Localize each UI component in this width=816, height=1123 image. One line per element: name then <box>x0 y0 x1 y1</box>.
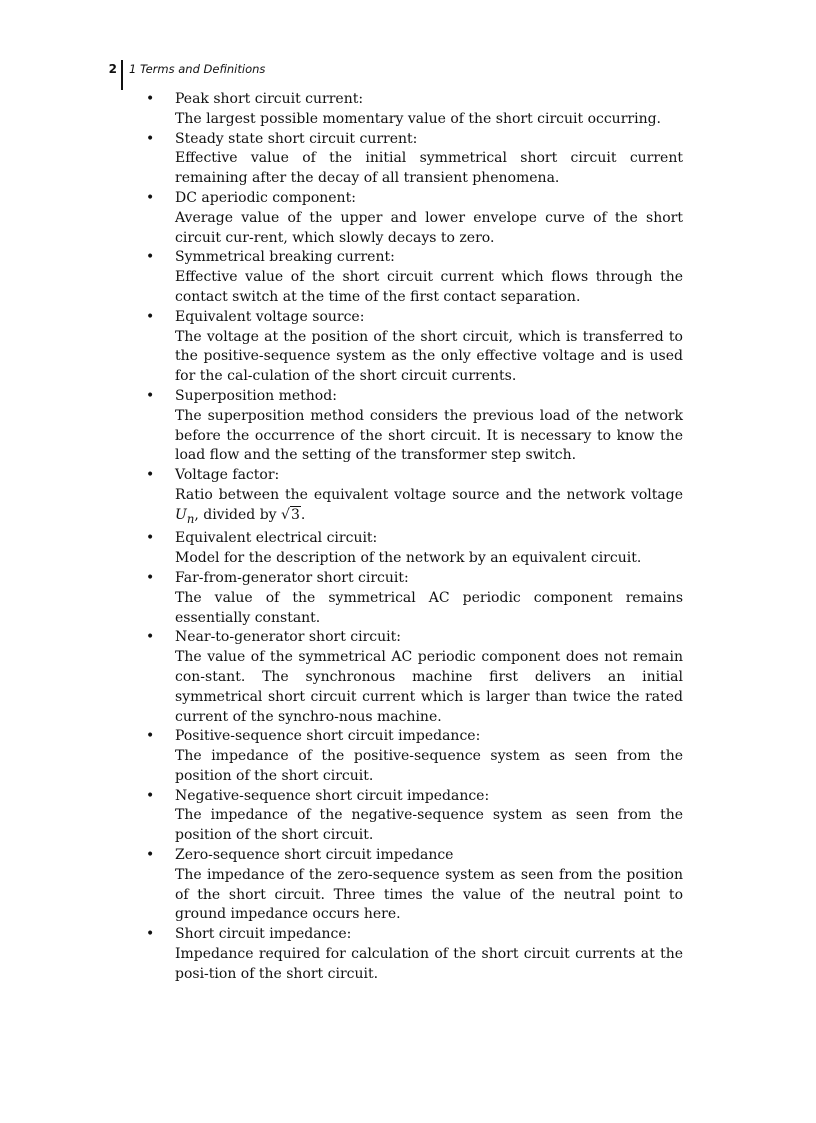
definition-term: Equivalent voltage source: <box>175 308 365 325</box>
square-root-icon: √ <box>281 506 290 523</box>
bullet-icon: • <box>146 847 155 864</box>
definition-text: The largest possible momentary value of the short circuit occurring. <box>175 110 661 127</box>
definition-term: Positive-sequence short circuit impedance: <box>175 728 481 745</box>
definition-item <box>0 628 683 727</box>
definition-term: Symmetrical breaking current: <box>175 249 395 266</box>
definition-item <box>0 846 683 925</box>
definition-text: The value of the symmetrical AC periodic component remains essentially constant. <box>175 589 683 626</box>
definition-term: Near-to-generator short circuit: <box>175 629 401 646</box>
bullet-icon: • <box>146 728 155 745</box>
page-number: 2 <box>108 62 117 76</box>
definition-text: Effective value of the short circuit current which flows through the contact switch at the time of the first contact separation. <box>175 269 683 305</box>
bullet-icon: • <box>146 91 155 107</box>
definition-text: The value of the symmetrical AC periodic component does not remain con-stant. The synchronous machine first delivers an initial symmetrical short circuit current which is larger than twice the rated current of the synchro-nous machine. <box>175 649 683 725</box>
definition-item <box>0 466 683 529</box>
bullet-icon: • <box>146 130 155 147</box>
definition-term: Negative-sequence short circuit impedance: <box>175 787 490 804</box>
definition-text: The impedance of the zero-sequence system as seen from the position of the short circuit. Three times the value of the neutral point to ground impedance occurs here. <box>175 866 683 923</box>
definition-item <box>0 308 683 387</box>
definition-term: DC aperiodic component: <box>175 189 356 206</box>
bullet-icon: • <box>146 308 155 325</box>
voltage-factor-text-end: . <box>300 506 306 523</box>
definition-item <box>0 529 683 569</box>
definition-term: Peak short circuit current: <box>175 91 364 107</box>
voltage-symbol-main: U <box>175 506 187 523</box>
definition-text: The voltage at the position of the short circuit, which is transferred to the positive-sequence system as the only effective voltage and is used for the cal-culation of the short circuit currents. <box>175 328 683 385</box>
bullet-icon: • <box>146 787 155 804</box>
definition-term: Equivalent electrical circuit: <box>175 530 378 547</box>
definition-item <box>0 130 683 189</box>
definition-term: Zero-sequence short circuit impedance <box>175 847 454 864</box>
definition-text: Impedance required for calculation of the short circuit currents at the posi-tion of the short circuit. <box>175 946 683 982</box>
voltage-symbol-subscript: n <box>186 511 195 526</box>
definition-term: Steady state short circuit current: <box>175 130 418 147</box>
definition-text: The impedance of the positive-sequence system as seen from the position of the short circuit. <box>175 748 683 784</box>
definition-item <box>0 925 683 984</box>
definition-text: Model for the description of the network by an equivalent circuit. <box>175 550 642 567</box>
running-head: 1 Terms and Definitions <box>129 62 266 76</box>
definition-text: Effective value of the initial symmetrical short circuit current remaining after the decay of all transient phenomena. <box>175 150 683 187</box>
definition-item <box>0 248 683 307</box>
definition-item <box>0 189 683 248</box>
definition-item <box>0 787 683 846</box>
bullet-icon: • <box>146 569 155 586</box>
bullet-icon: • <box>146 530 155 547</box>
page-header <box>101 60 265 90</box>
definition-item <box>0 727 683 786</box>
bullet-icon: • <box>146 467 155 484</box>
square-root-argument: 3 <box>290 506 300 523</box>
definition-item <box>0 387 683 466</box>
voltage-symbol <box>175 506 195 526</box>
definition-text: Average value of the upper and lower envelope curve of the short circuit cur-rent, which slowly decays to zero. <box>175 209 683 246</box>
definition-text <box>175 486 683 529</box>
voltage-factor-text-start: Ratio between the equivalent voltage source and the network voltage <box>175 486 683 503</box>
definition-text: The impedance of the negative-sequence system as seen from the position of the short circuit. <box>175 807 683 844</box>
bullet-icon: • <box>146 387 155 404</box>
bullet-icon: • <box>146 629 155 646</box>
definition-term: Short circuit impedance: <box>175 926 352 943</box>
square-root-expression <box>281 506 301 523</box>
definition-term: Superposition method: <box>175 387 337 404</box>
definitions-list <box>0 90 816 985</box>
bullet-icon: • <box>146 926 155 943</box>
definition-term: Far-from-generator short circuit: <box>175 569 409 586</box>
definition-text: The superposition method considers the previous load of the network before the occurrence of the short circuit. It is necessary to know the load flow and the setting of the transformer step switch. <box>175 407 683 464</box>
definition-term: Voltage factor: <box>175 467 280 484</box>
definition-item <box>0 90 683 130</box>
definition-item <box>0 569 683 628</box>
voltage-factor-text-mid: , divided by <box>194 506 277 523</box>
bullet-icon: • <box>146 249 155 266</box>
bullet-icon: • <box>146 189 155 206</box>
